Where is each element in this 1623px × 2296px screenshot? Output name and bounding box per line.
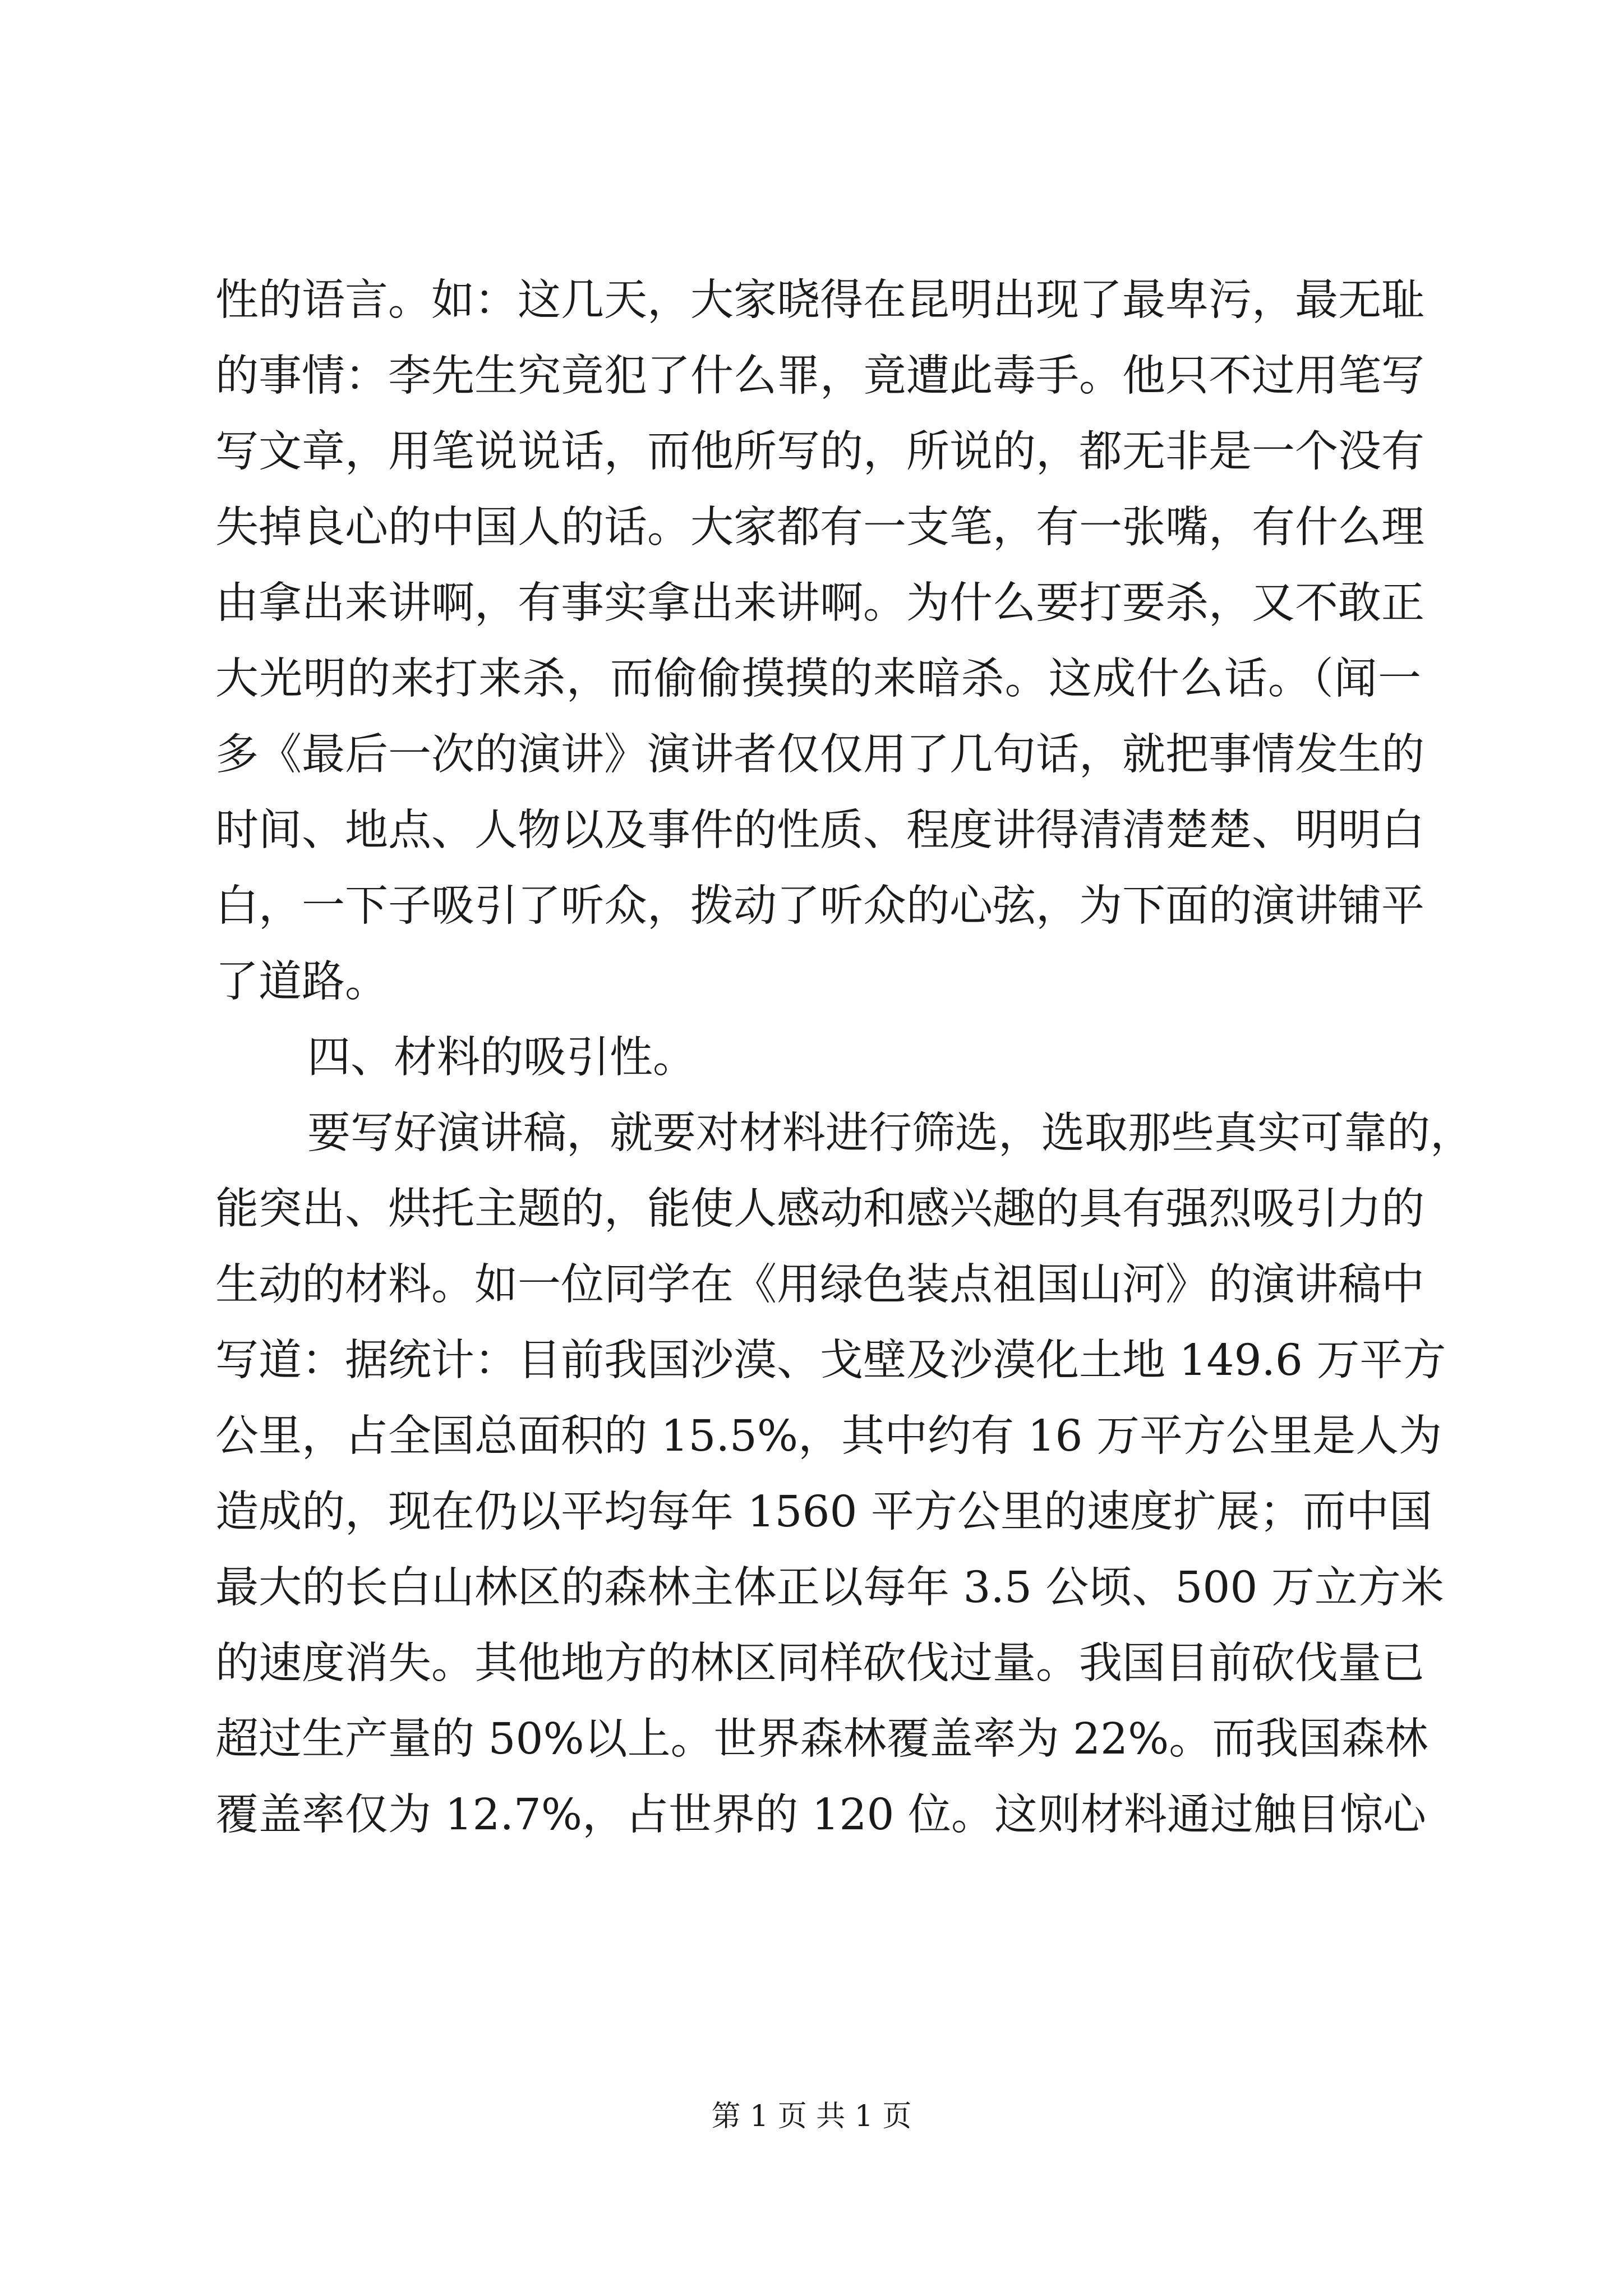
section-heading: 四、材料的吸引性。: [307, 1033, 696, 1083]
text-line: 多《最后一次的演讲》演讲者仅仅用了几句话，就把事情发生的: [215, 730, 1424, 780]
text-line: 覆盖率仅为 12.7%，占世界的 120 位。这则材料通过触目惊心: [215, 1790, 1427, 1840]
text-line: 公里，占全国总面积的 15.5%，其中约有 16 万平方公里是人为: [215, 1411, 1442, 1461]
text-line: 的速度消失。其他地方的林区同样砍伐过量。我国目前砍伐量已: [215, 1639, 1424, 1688]
text-line: 最大的长白山林区的森林主体正以每年 3.5 公顷、500 万立方米: [215, 1563, 1444, 1613]
text-line: 造成的，现在仍以平均每年 1560 平方公里的速度扩展；而中国: [215, 1487, 1432, 1537]
page-footer: 第 1 页 共 1 页: [711, 2100, 912, 2133]
text-line: 大光明的来打来杀，而偷偷摸摸的来暗杀。这成什么话。（闻一: [215, 654, 1421, 704]
text-line: 能突出、烘托主题的，能使人感动和感兴趣的具有强烈吸引力的: [215, 1184, 1424, 1234]
text-line: 失掉良心的中国人的话。大家都有一支笔，有一张嘴，有什么理: [215, 503, 1424, 553]
text-line: 时间、地点、人物以及事件的性质、程度讲得清清楚楚、明明白: [215, 806, 1424, 855]
text-line: 性的语言。如：这几天，大家晓得在昆明出现了最卑污，最无耻: [215, 275, 1424, 325]
text-line: 了道路。: [215, 957, 388, 1007]
text-line: 的事情：李先生究竟犯了什么罪，竟遭此毒手。他只不过用笔写: [215, 351, 1424, 401]
text-line: 白，一下子吸引了听众，拨动了听众的心弦，为下面的演讲铺平: [215, 881, 1424, 931]
document-body: [215, 263, 1473, 1853]
text-line: 写道：据统计：目前我国沙漠、戈壁及沙漠化土地 149.6 万平方: [215, 1336, 1446, 1386]
text-line: 超过生产量的 50%以上。世界森林覆盖率为 22%。而我国森林: [215, 1714, 1428, 1764]
text-line: 写文章，用笔说说话，而他所写的，所说的，都无非是一个没有: [215, 427, 1424, 477]
text-line: 由拿出来讲啊，有事实拿出来讲啊。为什么要打要杀，又不敢正: [215, 578, 1424, 628]
text-line: 生动的材料。如一位同学在《用绿色装点祖国山河》的演讲稿中: [215, 1260, 1424, 1310]
text-line: 要写好演讲稿，就要对材料进行筛选，选取那些真实可靠的，: [307, 1108, 1473, 1158]
